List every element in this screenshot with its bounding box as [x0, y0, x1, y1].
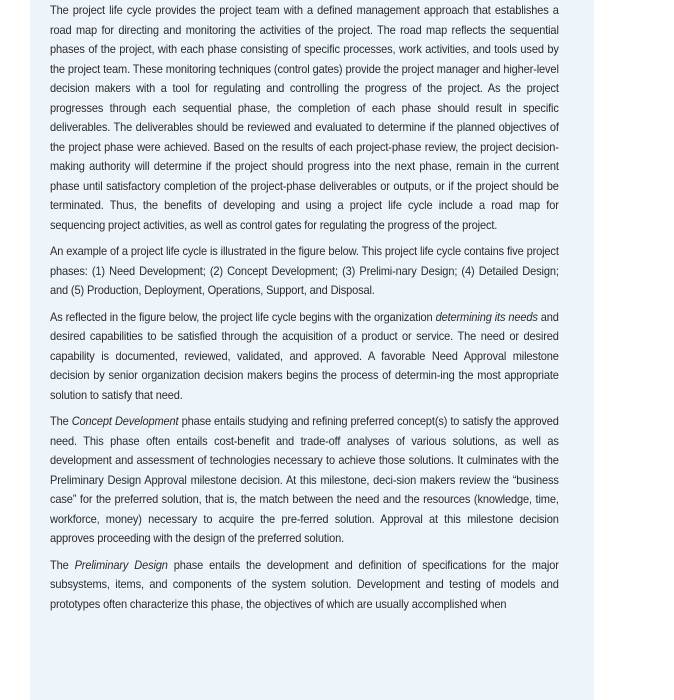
emphasis-text: Preliminary Design: [74, 557, 168, 572]
emphasis-text: Concept Development: [71, 414, 179, 428]
emphasis-text: determining its needs: [435, 309, 538, 324]
paragraph-text: As reflected in the figure below, the project life cycle begins with the organization: [50, 309, 436, 324]
paragraph-text: phase entails studying and refining preferred concept(s) to satisfy the approved need. This phase often entails cost-benefit and trade-off analyses of various solutions, as well as development and assessment of technologies necessary to achieve those solutions. It culminates with the Preliminary Design Approval milestone decision. At this milestone, deci-sion makers review the “business case” for the preferred solution, that is, the match between the need and the resources (knowledge, time, workforce, money) necessary to acquire the pre-ferred solution. Approval at this milestone decision approves proceeding with the design of the preferred solution.: [50, 414, 559, 545]
paragraph-text: phase entails the development and definition of specifications for the major subsystems, items, and components of the system solution. Development and testing of models and prototypes often characterize this phase, the objectives of which are usually accomplished when: [50, 557, 559, 611]
paragraph-life-cycle-intro: The project life cycle provides the project team with a defined management approach that establishes a road map for directing and monitoring the activities of the project. The road map reflects the sequential phases of the project, with each phase consisting of specific processes, work activities, and tools used by the project team. These monitoring techniques (control gates) provide the project manager and higher-level decision makers with a tool for regulating and controlling the progress of the project. As the project progresses through each sequential phase, the completion of each phase should result in specific deliverables. The deliverables should be reviewed and evaluated to determine if the planned objectives of the project phase were achieved. Based on the results of each project-phase review, the project decision-making authority will determine if the project should progress into the next phase, remain in the current phase until satisfactory completion of the project-phase deliverables or outputs, or if the project should be terminated. Thus, the benefits of developing and using a project life cycle include a road map for sequencing project activities, as well as control gates for regulating the progress of the project.: [50, 3, 559, 232]
document-panel: [30, 0, 594, 700]
paragraph-text: The: [50, 557, 75, 572]
paragraph-text: and desired capabilities to be satisfied through the acquisition of a product or service. The need or desired capability is documented, reviewed, validated, and approved. A favorable Need Approval milestone decision by senior organization decision makers begins the process of determin-ing the most appropriate solution to satisfy that need.: [50, 309, 559, 402]
paragraph-life-cycle-example: An example of a project life cycle is illustrated in the figure below. This project life cycle contains five project phases: (1) Need Development; (2) Concept Development; (3) Prelimi-nary Design; (4) Detailed Design; and (5) Production, Deployment, Operations, Support, and Disposal.: [50, 244, 559, 297]
paragraph-concept-development: [50, 412, 559, 549]
paragraph-preliminary-design: [50, 556, 559, 615]
document-body: [50, 1, 559, 621]
paragraph-text: The: [50, 414, 72, 428]
paragraph-need-development: [50, 308, 559, 406]
